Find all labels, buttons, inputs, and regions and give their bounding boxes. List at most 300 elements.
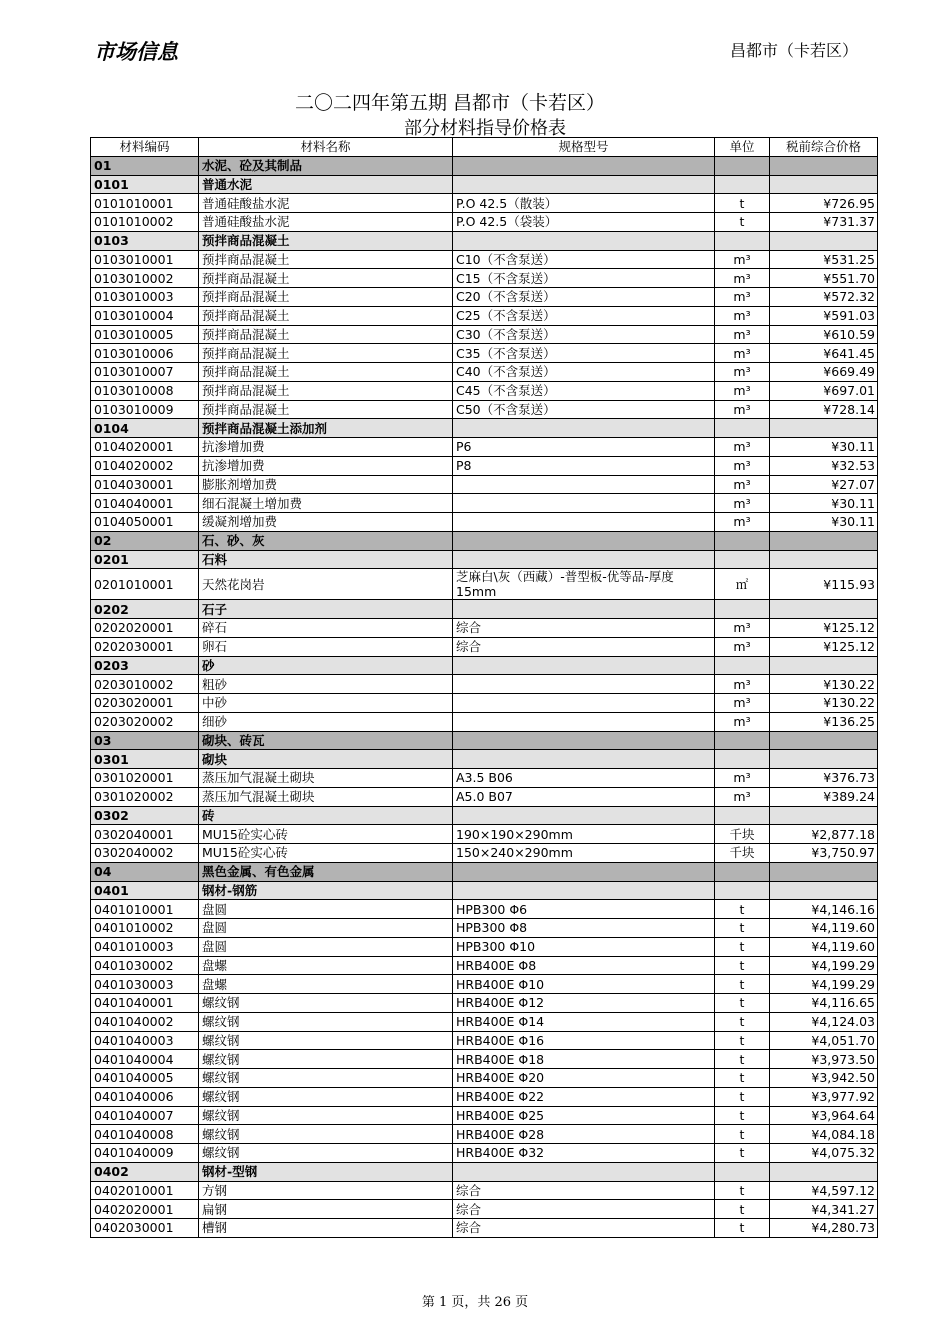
cell-name: 预拌商品混凝土添加剂 xyxy=(199,419,453,438)
cell-name: 预拌商品混凝土 xyxy=(199,325,453,344)
cell-price: ¥641.45 xyxy=(770,344,878,363)
cell-code: 0103010004 xyxy=(91,306,199,325)
table-row xyxy=(91,844,878,863)
cell-unit xyxy=(715,731,770,750)
cell-spec: A3.5 B06 xyxy=(453,769,715,788)
cell-code: 0104 xyxy=(91,419,199,438)
category-row xyxy=(91,156,878,175)
cell-code: 0402 xyxy=(91,1162,199,1181)
category-row xyxy=(91,531,878,550)
cell-price: ¥2,877.18 xyxy=(770,825,878,844)
cell-unit: m³ xyxy=(715,306,770,325)
cell-price xyxy=(770,419,878,438)
table-row xyxy=(91,269,878,288)
cell-unit: m³ xyxy=(715,250,770,269)
cell-code: 0103010009 xyxy=(91,400,199,419)
cell-name: 预拌商品混凝土 xyxy=(199,400,453,419)
cell-unit xyxy=(715,156,770,175)
cell-spec xyxy=(453,694,715,713)
cell-spec xyxy=(453,475,715,494)
cell-price: ¥551.70 xyxy=(770,269,878,288)
table-row xyxy=(91,1144,878,1163)
cell-name: 螺纹钢 xyxy=(199,1087,453,1106)
cell-name: 方钢 xyxy=(199,1181,453,1200)
table-row xyxy=(91,675,878,694)
cell-name: 槽钢 xyxy=(199,1219,453,1238)
cell-unit: m³ xyxy=(715,381,770,400)
cell-price: ¥3,942.50 xyxy=(770,1069,878,1088)
table-row xyxy=(91,1106,878,1125)
cell-unit: t xyxy=(715,956,770,975)
cell-code: 0402020001 xyxy=(91,1200,199,1219)
cell-code: 0103010003 xyxy=(91,288,199,307)
cell-price xyxy=(770,531,878,550)
table-row xyxy=(91,825,878,844)
table-row xyxy=(91,475,878,494)
cell-price: ¥4,124.03 xyxy=(770,1012,878,1031)
cell-price xyxy=(770,156,878,175)
subcategory-row xyxy=(91,656,878,675)
cell-spec xyxy=(453,675,715,694)
cell-name: 预拌商品混凝土 xyxy=(199,231,453,250)
cell-spec xyxy=(453,419,715,438)
cell-price xyxy=(770,550,878,569)
table-row xyxy=(91,900,878,919)
cell-code: 0103010002 xyxy=(91,269,199,288)
cell-code: 0401030003 xyxy=(91,975,199,994)
cell-name: 石、砂、灰 xyxy=(199,531,453,550)
cell-spec: HRB400E Φ18 xyxy=(453,1050,715,1069)
cell-code: 0104030001 xyxy=(91,475,199,494)
table-row xyxy=(91,956,878,975)
cell-unit: t xyxy=(715,1144,770,1163)
cell-price xyxy=(770,731,878,750)
cell-spec: HRB400E Φ20 xyxy=(453,1069,715,1088)
cell-name: 细石混凝土增加费 xyxy=(199,494,453,513)
cell-unit: t xyxy=(715,994,770,1013)
cell-code: 0104020002 xyxy=(91,456,199,475)
cell-spec: HRB400E Φ32 xyxy=(453,1144,715,1163)
cell-code: 0104040001 xyxy=(91,494,199,513)
cell-code: 0101010002 xyxy=(91,213,199,232)
cell-name: 蒸压加气混凝土砌块 xyxy=(199,769,453,788)
cell-price: ¥531.25 xyxy=(770,250,878,269)
table-row xyxy=(91,712,878,731)
cell-unit xyxy=(715,550,770,569)
cell-price: ¥4,341.27 xyxy=(770,1200,878,1219)
cell-code: 0401010001 xyxy=(91,900,199,919)
cell-spec: 综合 xyxy=(453,1181,715,1200)
table-row xyxy=(91,1200,878,1219)
cell-price: ¥130.22 xyxy=(770,694,878,713)
cell-unit: m³ xyxy=(715,637,770,656)
cell-price: ¥130.22 xyxy=(770,675,878,694)
cell-spec xyxy=(453,175,715,194)
cell-price: ¥3,750.97 xyxy=(770,844,878,863)
cell-name: 抗渗增加费 xyxy=(199,438,453,457)
cell-spec: 150×240×290mm xyxy=(453,844,715,863)
cell-name: 砖 xyxy=(199,806,453,825)
cell-price xyxy=(770,750,878,769)
cell-unit xyxy=(715,881,770,900)
cell-unit xyxy=(715,656,770,675)
cell-code: 03 xyxy=(91,731,199,750)
cell-unit: m³ xyxy=(715,694,770,713)
cell-unit: t xyxy=(715,1012,770,1031)
cell-code: 0401040002 xyxy=(91,1012,199,1031)
subcategory-row xyxy=(91,550,878,569)
cell-unit: m³ xyxy=(715,400,770,419)
cell-code: 0103010005 xyxy=(91,325,199,344)
cell-spec xyxy=(453,600,715,619)
subcategory-row xyxy=(91,231,878,250)
cell-name: 蒸压加气混凝土砌块 xyxy=(199,787,453,806)
table-row xyxy=(91,1031,878,1050)
cell-unit: t xyxy=(715,1106,770,1125)
cell-spec: HRB400E Φ8 xyxy=(453,956,715,975)
table-row xyxy=(91,363,878,382)
cell-price xyxy=(770,862,878,881)
cell-unit: t xyxy=(715,194,770,213)
cell-code: 0401030002 xyxy=(91,956,199,975)
cell-code: 0401040006 xyxy=(91,1087,199,1106)
cell-code: 0203020001 xyxy=(91,694,199,713)
cell-code: 0201 xyxy=(91,550,199,569)
subcategory-row xyxy=(91,419,878,438)
cell-code: 04 xyxy=(91,862,199,881)
cell-price: ¥3,973.50 xyxy=(770,1050,878,1069)
cell-spec: HRB400E Φ10 xyxy=(453,975,715,994)
cell-code: 0401040005 xyxy=(91,1069,199,1088)
cell-spec: C35（不含泵送） xyxy=(453,344,715,363)
cell-unit xyxy=(715,600,770,619)
cell-name: 细砂 xyxy=(199,712,453,731)
document-title: 二〇二四年第五期 昌都市（卡若区） xyxy=(294,92,606,114)
cell-name: 天然花岗岩 xyxy=(199,569,453,600)
cell-name: 钢材-型钢 xyxy=(199,1162,453,1181)
cell-spec: C50（不含泵送） xyxy=(453,400,715,419)
cell-price xyxy=(770,881,878,900)
cell-unit: ㎡ xyxy=(715,569,770,600)
cell-unit: t xyxy=(715,937,770,956)
cell-price: ¥610.59 xyxy=(770,325,878,344)
cell-unit: t xyxy=(715,1200,770,1219)
table-row xyxy=(91,1125,878,1144)
cell-spec xyxy=(453,156,715,175)
cell-code: 0202 xyxy=(91,600,199,619)
cell-spec xyxy=(453,494,715,513)
table-row xyxy=(91,769,878,788)
cell-unit: m³ xyxy=(715,513,770,532)
cell-unit: t xyxy=(715,900,770,919)
cell-price: ¥4,280.73 xyxy=(770,1219,878,1238)
cell-unit: m³ xyxy=(715,269,770,288)
cell-name: 砌块、砖瓦 xyxy=(199,731,453,750)
cell-name: 预拌商品混凝土 xyxy=(199,381,453,400)
cell-spec: 综合 xyxy=(453,619,715,638)
table-row xyxy=(91,919,878,938)
cell-unit: t xyxy=(715,1087,770,1106)
cell-price: ¥726.95 xyxy=(770,194,878,213)
cell-price: ¥731.37 xyxy=(770,213,878,232)
cell-name: 螺纹钢 xyxy=(199,994,453,1013)
cell-spec: C15（不含泵送） xyxy=(453,269,715,288)
subcategory-row xyxy=(91,750,878,769)
subcategory-row xyxy=(91,881,878,900)
cell-unit xyxy=(715,531,770,550)
table-row xyxy=(91,1087,878,1106)
cell-spec xyxy=(453,550,715,569)
cell-price: ¥4,051.70 xyxy=(770,1031,878,1050)
cell-price: ¥3,964.64 xyxy=(770,1106,878,1125)
cell-price: ¥4,597.12 xyxy=(770,1181,878,1200)
table-row xyxy=(91,400,878,419)
cell-name: 扁钢 xyxy=(199,1200,453,1219)
subcategory-row xyxy=(91,1162,878,1181)
cell-unit xyxy=(715,175,770,194)
cell-spec: HPB300 Φ10 xyxy=(453,937,715,956)
cell-code: 0401040009 xyxy=(91,1144,199,1163)
cell-name: 普通水泥 xyxy=(199,175,453,194)
table-row xyxy=(91,637,878,656)
table-row xyxy=(91,344,878,363)
cell-spec: HRB400E Φ16 xyxy=(453,1031,715,1050)
table-row xyxy=(91,325,878,344)
cell-code: 0401040008 xyxy=(91,1125,199,1144)
cell-code: 01 xyxy=(91,156,199,175)
cell-unit xyxy=(715,231,770,250)
table-row xyxy=(91,213,878,232)
cell-unit: m³ xyxy=(715,769,770,788)
cell-code: 0401040007 xyxy=(91,1106,199,1125)
cell-name: 预拌商品混凝土 xyxy=(199,344,453,363)
cell-price: ¥591.03 xyxy=(770,306,878,325)
table-row xyxy=(91,438,878,457)
cell-code: 0401010003 xyxy=(91,937,199,956)
cell-spec xyxy=(453,712,715,731)
cell-unit: t xyxy=(715,1069,770,1088)
col-header-unit: 单位 xyxy=(715,138,770,157)
cell-spec: HRB400E Φ12 xyxy=(453,994,715,1013)
table-row xyxy=(91,937,878,956)
cell-code: 0302040001 xyxy=(91,825,199,844)
cell-code: 0401040004 xyxy=(91,1050,199,1069)
cell-price: ¥389.24 xyxy=(770,787,878,806)
cell-spec: P.O 42.5（袋装） xyxy=(453,213,715,232)
cell-price: ¥125.12 xyxy=(770,637,878,656)
cell-unit: t xyxy=(715,1050,770,1069)
cell-unit: 千块 xyxy=(715,825,770,844)
cell-price: ¥4,116.65 xyxy=(770,994,878,1013)
cell-unit: t xyxy=(715,1219,770,1238)
cell-name: 卵石 xyxy=(199,637,453,656)
cell-spec: 综合 xyxy=(453,1200,715,1219)
cell-unit: m³ xyxy=(715,438,770,457)
cell-spec xyxy=(453,231,715,250)
cell-spec: HRB400E Φ14 xyxy=(453,1012,715,1031)
cell-spec xyxy=(453,531,715,550)
cell-name: 普通硅酸盐水泥 xyxy=(199,213,453,232)
table-row xyxy=(91,1181,878,1200)
cell-name: 预拌商品混凝土 xyxy=(199,306,453,325)
cell-code: 02 xyxy=(91,531,199,550)
subcategory-row xyxy=(91,175,878,194)
cell-price: ¥572.32 xyxy=(770,288,878,307)
cell-code: 0302 xyxy=(91,806,199,825)
cell-name: 缓凝剂增加费 xyxy=(199,513,453,532)
cell-code: 0201010001 xyxy=(91,569,199,600)
cell-spec: HRB400E Φ22 xyxy=(453,1087,715,1106)
cell-price: ¥30.11 xyxy=(770,438,878,457)
cell-unit: t xyxy=(715,1181,770,1200)
cell-spec: HRB400E Φ25 xyxy=(453,1106,715,1125)
cell-code: 0101010001 xyxy=(91,194,199,213)
cell-code: 0301020001 xyxy=(91,769,199,788)
cell-price: ¥4,075.32 xyxy=(770,1144,878,1163)
cell-code: 0202020001 xyxy=(91,619,199,638)
table-row xyxy=(91,619,878,638)
cell-unit: t xyxy=(715,1125,770,1144)
cell-name: 水泥、砼及其制品 xyxy=(199,156,453,175)
cell-price: ¥136.25 xyxy=(770,712,878,731)
cell-price: ¥125.12 xyxy=(770,619,878,638)
col-header-spec: 规格型号 xyxy=(453,138,715,157)
cell-name: 黑色金属、有色金属 xyxy=(199,862,453,881)
cell-unit: m³ xyxy=(715,344,770,363)
cell-price xyxy=(770,231,878,250)
cell-name: 螺纹钢 xyxy=(199,1069,453,1088)
table-row xyxy=(91,1050,878,1069)
cell-unit xyxy=(715,806,770,825)
cell-unit: m³ xyxy=(715,787,770,806)
cell-spec: A5.0 B07 xyxy=(453,787,715,806)
cell-code: 0401010002 xyxy=(91,919,199,938)
cell-code: 0103010006 xyxy=(91,344,199,363)
cell-spec xyxy=(453,731,715,750)
cell-spec: HRB400E Φ28 xyxy=(453,1125,715,1144)
cell-spec: C25（不含泵送） xyxy=(453,306,715,325)
cell-spec: 芝麻白\灰（西藏）-普型板-优等品-厚度15mm xyxy=(453,569,715,600)
region-label: 昌都市（卡若区） xyxy=(729,41,858,60)
cell-spec xyxy=(453,656,715,675)
cell-name: 碎石 xyxy=(199,619,453,638)
subcategory-row xyxy=(91,806,878,825)
table-row xyxy=(91,494,878,513)
cell-name: 预拌商品混凝土 xyxy=(199,269,453,288)
cell-unit: m³ xyxy=(715,475,770,494)
cell-spec: 综合 xyxy=(453,637,715,656)
cell-spec: HPB300 Φ8 xyxy=(453,919,715,938)
cell-spec xyxy=(453,1162,715,1181)
cell-name: 石料 xyxy=(199,550,453,569)
cell-spec: P8 xyxy=(453,456,715,475)
cell-code: 0402030001 xyxy=(91,1219,199,1238)
cell-price: ¥4,199.29 xyxy=(770,975,878,994)
cell-name: 砌块 xyxy=(199,750,453,769)
cell-spec: 综合 xyxy=(453,1219,715,1238)
cell-name: 膨胀剂增加费 xyxy=(199,475,453,494)
cell-name: 粗砂 xyxy=(199,675,453,694)
cell-name: 抗渗增加费 xyxy=(199,456,453,475)
cell-unit: m³ xyxy=(715,456,770,475)
cell-code: 0202030001 xyxy=(91,637,199,656)
cell-price: ¥27.07 xyxy=(770,475,878,494)
cell-spec: 190×190×290mm xyxy=(453,825,715,844)
cell-price xyxy=(770,806,878,825)
cell-spec: HPB300 Φ6 xyxy=(453,900,715,919)
cell-price: ¥4,119.60 xyxy=(770,937,878,956)
cell-code: 0302040002 xyxy=(91,844,199,863)
cell-name: 普通硅酸盐水泥 xyxy=(199,194,453,213)
cell-code: 0104050001 xyxy=(91,513,199,532)
cell-unit: m³ xyxy=(715,675,770,694)
cell-name: 预拌商品混凝土 xyxy=(199,363,453,382)
cell-price xyxy=(770,1162,878,1181)
cell-price xyxy=(770,175,878,194)
table-row xyxy=(91,381,878,400)
table-row xyxy=(91,787,878,806)
table-row xyxy=(91,994,878,1013)
cell-spec xyxy=(453,881,715,900)
col-header-code: 材料编码 xyxy=(91,138,199,157)
cell-price: ¥728.14 xyxy=(770,400,878,419)
cell-code: 0203 xyxy=(91,656,199,675)
cell-unit xyxy=(715,1162,770,1181)
cell-unit: t xyxy=(715,975,770,994)
cell-name: 预拌商品混凝土 xyxy=(199,288,453,307)
cell-name: 钢材-钢筋 xyxy=(199,881,453,900)
cell-price: ¥4,146.16 xyxy=(770,900,878,919)
table-row xyxy=(91,694,878,713)
cell-spec xyxy=(453,806,715,825)
cell-name: 螺纹钢 xyxy=(199,1144,453,1163)
cell-code: 0402010001 xyxy=(91,1181,199,1200)
cell-code: 0203020002 xyxy=(91,712,199,731)
cell-spec: C30（不含泵送） xyxy=(453,325,715,344)
cell-unit: m³ xyxy=(715,619,770,638)
cell-spec: C40（不含泵送） xyxy=(453,363,715,382)
cell-unit: m³ xyxy=(715,363,770,382)
table-header-row xyxy=(91,138,878,157)
table-row xyxy=(91,306,878,325)
cell-name: 盘圆 xyxy=(199,937,453,956)
cell-name: 螺纹钢 xyxy=(199,1031,453,1050)
document-subtitle: 部分材料指导价格表 xyxy=(404,118,566,139)
cell-unit: m³ xyxy=(715,325,770,344)
table-row xyxy=(91,456,878,475)
cell-code: 0401040003 xyxy=(91,1031,199,1050)
cell-code: 0103010001 xyxy=(91,250,199,269)
cell-spec: C10（不含泵送） xyxy=(453,250,715,269)
cell-name: 盘圆 xyxy=(199,919,453,938)
cell-code: 0104020001 xyxy=(91,438,199,457)
cell-price: ¥30.11 xyxy=(770,494,878,513)
cell-unit xyxy=(715,862,770,881)
cell-price: ¥376.73 xyxy=(770,769,878,788)
table-row xyxy=(91,513,878,532)
cell-spec xyxy=(453,862,715,881)
cell-name: 预拌商品混凝土 xyxy=(199,250,453,269)
cell-price: ¥4,199.29 xyxy=(770,956,878,975)
cell-unit: t xyxy=(715,919,770,938)
cell-spec xyxy=(453,513,715,532)
cell-name: 螺纹钢 xyxy=(199,1125,453,1144)
cell-unit: m³ xyxy=(715,494,770,513)
cell-code: 0401 xyxy=(91,881,199,900)
cell-price: ¥115.93 xyxy=(770,569,878,600)
category-row xyxy=(91,731,878,750)
cell-price xyxy=(770,656,878,675)
